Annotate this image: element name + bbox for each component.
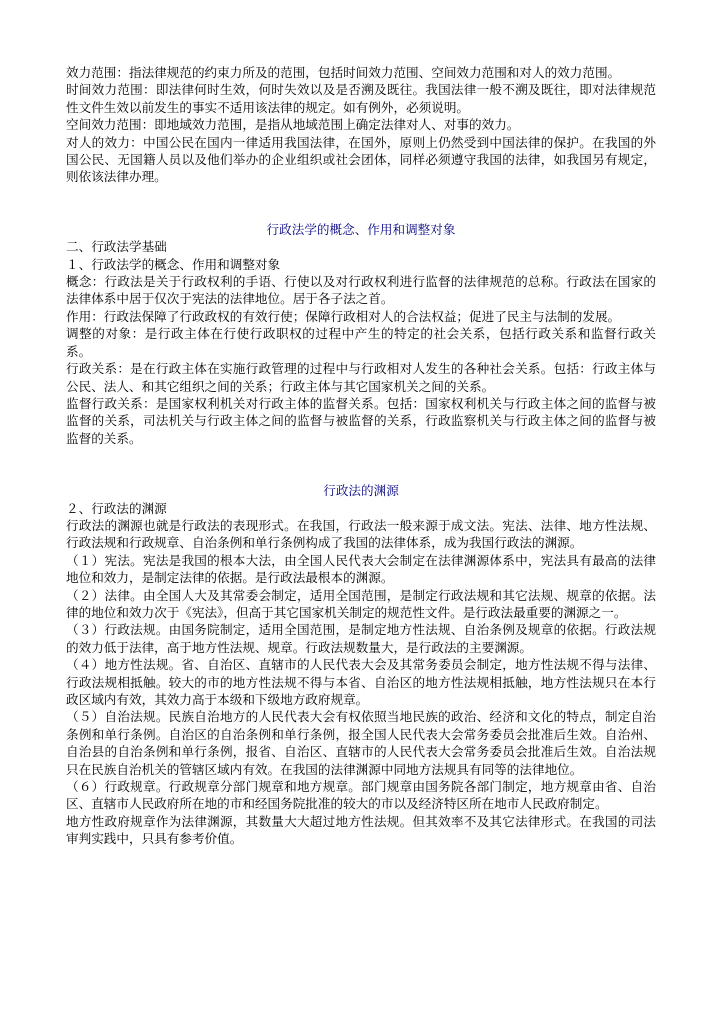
paragraph: 作用：行政法保障了行政政权的有效行使；保障行政相对人的合法权益；促进了民主与法制的发展。 [66, 308, 621, 324]
paragraph: （６）行政规章。行政规章分部门规章和地方规章。部门规章由国务院各部门制定，地方规章由省、自治区、直辖市人民政府所在地的市和经国务院批准的较大的市以及经济特区所在地市人民政府制定。 [66, 779, 656, 812]
paragraph: 空间效力范围：即地域效力范围，是指从地域范围上确定法律对人、对事的效力。 [66, 117, 520, 133]
paragraph: １、行政法学的概念、作用和调整对象 [66, 256, 281, 272]
paragraph: 调整的对象：是行政主体在行使行政职权的过程中产生的特定的社会关系，包括行政关系和监督行政关系。 [66, 326, 656, 359]
paragraph: 行政关系：是在行政主体在实施行政管理的过程中与行政相对人发生的各种社会关系。包括：行政主体与公民、法人、和其它组织之间的关系；行政主体与其它国家机关之间的关系。 [66, 361, 656, 394]
paragraph: ２、行政法的渊源 [66, 500, 167, 516]
paragraph: 对人的效力：中国公民在国内一律适用我国法律，在国外，原则上仍然受到中国法律的保护。在我国的外国公民、无国籍人员以及他们举办的企业组织或社会团体，同样必须遵守我国的法律，如我国另有规定，则依该法律办理。 [66, 134, 656, 185]
paragraph: 地方性政府规章作为法律渊源，其数量大大超过地方性法规。但其效率不及其它法律形式。在我国的司法审判实践中，只具有参考价值。 [66, 813, 656, 847]
paragraph: 监督行政关系：是国家权利机关对行政主体的监督关系。包括：国家权利机关与行政主体之间的监督与被监督的关系，司法机关与行政主体之间的监督与被监督的关系，行政监察机关与行政主体之间的监督与被监督的关系。 [66, 395, 656, 446]
paragraph: 效力范围：指法律规范的约束力所及的范围，包括时间效力范围、空间效力范围和对人的效力范围。 [66, 65, 621, 80]
section-effect-scope [66, 64, 656, 186]
paragraph: 二、行政法学基础 [66, 239, 167, 255]
section-heading-admin-law-concept: 行政法学的概念、作用和调整对象 [266, 221, 456, 237]
section-admin-law-sources [66, 500, 656, 848]
paragraph: （４）地方性法规。省、自治区、直辖市的人民代表大会及其常务委员会制定，地方性法规不得与法律、行政法规相抵触。较大的市的地方性法规不得与本省、自治区的地方性法规相抵触，地方性法规只在本行政区域内有效，其效力高于本级和下级地方政府规章。 [66, 657, 656, 707]
paragraph: （５）自治法规。民族自治地方的人民代表大会有权依照当地民族的政治、经济和文化的特点，制定自治条例和单行条例。自治区的自治条例和单行条例，报全国人民代表大会常务委员会批准后生效。自治州、自治县的自治条例和单行条例，报省、自治区、直辖市的人民代表大会常务委员会批准后生效。自治法规只在民族自治机关的管辖区域内有效。在我国的法律渊源中同地方法规具有同等的法律地位。 [66, 709, 656, 777]
document-page [66, 64, 656, 848]
paragraph: 时间效力范围：即法律何时生效，何时失效以及是否溯及既往。我国法律一般不溯及既往，即对法律规范性文件生效以前发生的事实不适用该法律的规定。如有例外，必须说明。 [66, 82, 656, 115]
section-admin-law-concept [66, 238, 656, 447]
paragraph: 行政法的渊源也就是行政法的表现形式。在我国，行政法一般来源于成文法。宪法、法律、地方性法规、行政法规和行政规章、自治条例和单行条例构成了我国的法律体系，成为我国行政法的渊源。 [66, 517, 656, 551]
paragraph: （１）宪法。宪法是我国的根本大法，由全国人民代表大会制定在法律渊源体系中，宪法具有最高的法律地位和效力，是制定法律的依据。是行政法最根本的渊源。 [66, 552, 656, 586]
paragraph: （２）法律。由全国人大及其常委会制定，适用全国范围，是制定行政法规和其它法规、规章的依据。法律的地位和效力次于《宪法》，但高于其它国家机关制定的规范性文件。是行政法最重要的渊源之一。 [66, 587, 656, 620]
paragraph: 概念：行政法是关于行政权利的手语、行使以及对行政权利进行监督的法律规范的总称。行政法在国家的法律体系中居于仅次于宪法的法律地位。居于各子法之首。 [66, 274, 656, 307]
section-heading-admin-law-sources: 行政法的渊源 [323, 483, 399, 499]
paragraph: （３）行政法规。由国务院制定，适用全国范围，是制定地方性法规、自治条例及规章的依据。行政法规的效力低于法律，高于地方性法规、规章。行政法规数量大，是行政法的主要渊源。 [66, 622, 656, 655]
